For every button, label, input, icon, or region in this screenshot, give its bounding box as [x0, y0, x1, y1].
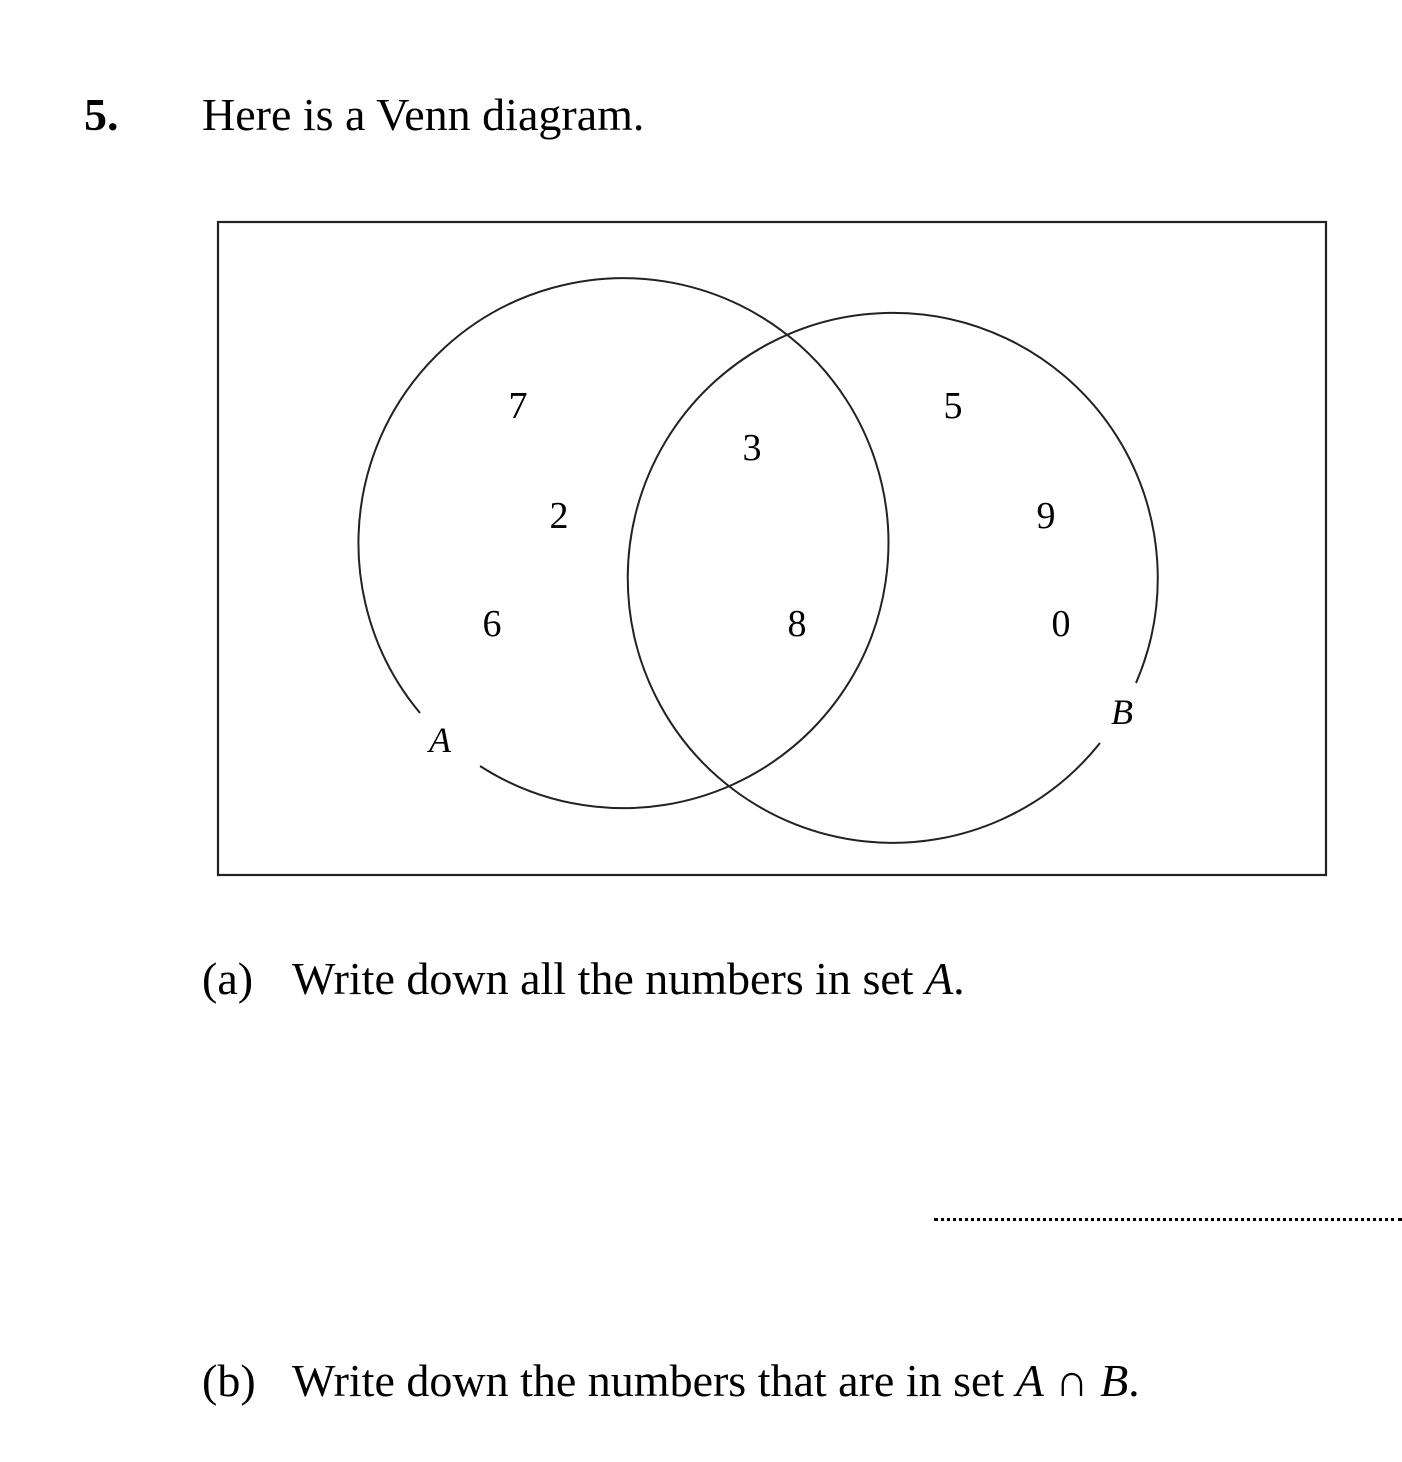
element-a-only: 7: [508, 385, 528, 427]
element-intersection: 3: [742, 427, 762, 469]
intersection-symbol: ∩: [1043, 1355, 1101, 1406]
part-a-answer-line[interactable]: [934, 1218, 1402, 1221]
element-b-only: 5: [943, 385, 963, 427]
part-a-set: A: [925, 953, 954, 1004]
element-intersection: 8: [787, 603, 807, 645]
part-a-text: Write down all the numbers in set: [292, 953, 926, 1004]
part-b-text: Write down the numbers that are in set: [292, 1355, 1016, 1406]
part-b-label: (b): [202, 1355, 256, 1406]
element-b-only: 0: [1051, 603, 1071, 645]
part-b-end: .: [1128, 1355, 1140, 1406]
element-b-only: 9: [1036, 495, 1056, 537]
question-number: 5.: [84, 89, 119, 140]
part-a-end: .: [953, 953, 965, 1004]
part-a-question: [202, 953, 965, 1004]
part-b-set-a: A: [1015, 1355, 1044, 1406]
set-a-label: A: [429, 720, 451, 760]
universal-set-box: [218, 222, 1326, 875]
element-a-only: 2: [549, 495, 569, 537]
element-a-only: 6: [482, 603, 502, 645]
part-b-question: [202, 1355, 1140, 1406]
part-b-set-b: B: [1100, 1355, 1129, 1406]
set-b-circle: [628, 313, 1158, 843]
part-a-label: (a): [202, 953, 254, 1004]
question-intro: Here is a Venn diagram.: [202, 89, 645, 140]
set-b-label: B: [1111, 692, 1133, 732]
